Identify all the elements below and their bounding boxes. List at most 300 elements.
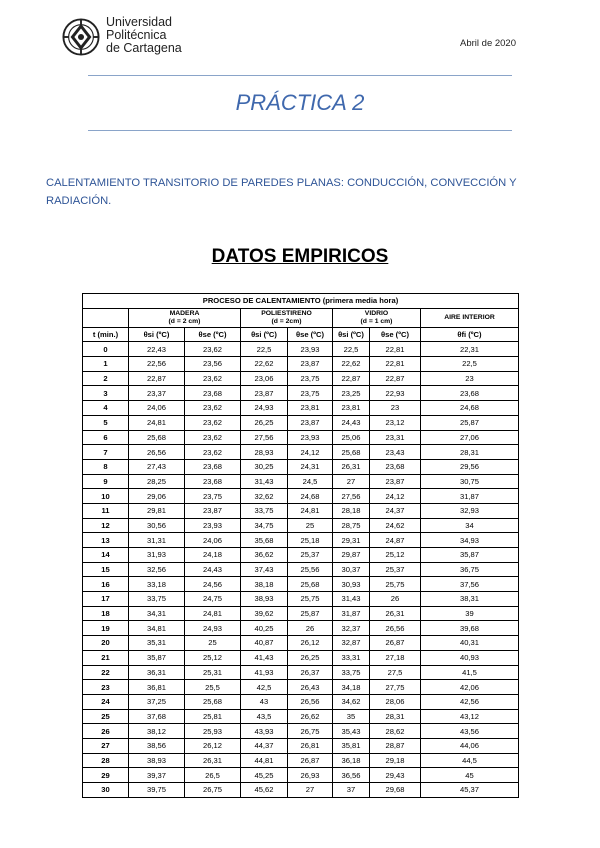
temperature-cell: 38,56 [129,738,185,753]
temperature-cell: 25,37 [370,562,421,577]
table-row [83,621,519,636]
temperature-cell: 45,62 [241,783,288,798]
temperature-cell: 23,25 [333,386,370,401]
temperature-cell: 39,62 [241,606,288,621]
group-thickness: (d = 1 cm) [360,317,393,325]
university-logo-icon [62,18,100,56]
temperature-cell: 28,06 [370,694,421,709]
group-name: MADERA [169,309,200,317]
temperature-cell: 23,68 [370,459,421,474]
column-header: θse (ºC) [185,327,241,342]
temperature-cell: 41,43 [241,650,288,665]
temperature-cell: 28,75 [333,518,370,533]
time-cell: 28 [83,753,129,768]
temperature-cell: 25,68 [129,430,185,445]
temperature-cell: 45,25 [241,768,288,783]
temperature-cell: 23,87 [370,474,421,489]
time-cell: 4 [83,401,129,416]
temperature-cell: 34,18 [333,680,370,695]
temperature-cell: 25,37 [288,548,333,563]
table-row [83,430,519,445]
temperature-cell: 27,75 [370,680,421,695]
temperature-cell: 35,87 [129,650,185,665]
time-cell: 1 [83,357,129,372]
temperature-cell: 37,25 [129,694,185,709]
temperature-cell: 33,31 [333,650,370,665]
temperature-cell: 36,62 [241,548,288,563]
temperature-cell: 25,81 [185,709,241,724]
table-row [83,357,519,372]
table-row [83,489,519,504]
temperature-cell: 23,62 [185,445,241,460]
temperature-cell: 35,43 [333,724,370,739]
temperature-cell: 25 [288,518,333,533]
temperature-cell: 22,5 [421,357,519,372]
temperature-cell: 26,25 [288,650,333,665]
table-row [83,562,519,577]
time-cell: 7 [83,445,129,460]
temperature-cell: 25 [185,636,241,651]
temperature-cell: 22,5 [241,342,288,357]
temperature-cell: 31,31 [129,533,185,548]
temperature-cell: 26,75 [185,783,241,798]
table-row [83,783,519,798]
temperature-cell: 43 [241,694,288,709]
table-row [83,592,519,607]
temperature-cell: 32,37 [333,621,370,636]
temperature-cell: 31,87 [333,606,370,621]
temperature-cell: 43,93 [241,724,288,739]
temperature-cell: 23,62 [185,415,241,430]
temperature-cell: 22,31 [421,342,519,357]
temperature-cell: 23,68 [185,459,241,474]
time-cell: 2 [83,371,129,386]
temperature-cell: 28,31 [421,445,519,460]
temperature-cell: 26,87 [288,753,333,768]
time-cell: 27 [83,738,129,753]
temperature-cell: 24,81 [288,503,333,518]
temperature-cell: 42,5 [241,680,288,695]
temperature-cell: 23,68 [185,386,241,401]
temperature-cell: 24,81 [185,606,241,621]
table-row [83,768,519,783]
table-row [83,548,519,563]
temperature-cell: 26,5 [185,768,241,783]
temperature-cell: 24,43 [333,415,370,430]
time-cell: 23 [83,680,129,695]
temperature-cell: 22,81 [370,342,421,357]
temperature-cell: 23,87 [288,357,333,372]
temperature-cell: 26,12 [185,738,241,753]
temperature-cell: 26,12 [288,636,333,651]
table-row [83,459,519,474]
temperature-cell: 33,75 [129,592,185,607]
temperature-cell: 24,68 [421,401,519,416]
temperature-cell: 39,75 [129,783,185,798]
temperature-cell: 25,31 [185,665,241,680]
temperature-cell: 23,68 [421,386,519,401]
temperature-cell: 45,37 [421,783,519,798]
time-cell: 9 [83,474,129,489]
column-header: θse (ºC) [288,327,333,342]
temperature-cell: 28,25 [129,474,185,489]
temperature-cell: 25,75 [370,577,421,592]
time-cell: 26 [83,724,129,739]
temperature-cell: 23,56 [185,357,241,372]
empirical-data-table [82,293,519,798]
temperature-cell: 40,25 [241,621,288,636]
temperature-cell: 39,68 [421,621,519,636]
temperature-cell: 38,93 [129,753,185,768]
temperature-cell: 34,81 [129,621,185,636]
temperature-cell: 34,93 [421,533,519,548]
temperature-cell: 37,43 [241,562,288,577]
temperature-cell: 23,81 [333,401,370,416]
temperature-cell: 25,68 [333,445,370,460]
time-cell: 29 [83,768,129,783]
time-cell: 24 [83,694,129,709]
temperature-cell: 25,87 [288,606,333,621]
table-row [83,724,519,739]
temperature-cell: 23,37 [129,386,185,401]
temperature-cell: 26,37 [288,665,333,680]
temperature-cell: 27,18 [370,650,421,665]
temperature-cell: 27,43 [129,459,185,474]
temperature-cell: 36,56 [333,768,370,783]
temperature-cell: 28,93 [241,445,288,460]
time-cell: 20 [83,636,129,651]
temperature-cell: 26 [370,592,421,607]
temperature-cell: 26,56 [288,694,333,709]
temperature-cell: 28,87 [370,738,421,753]
temperature-cell: 31,43 [241,474,288,489]
temperature-cell: 34,31 [129,606,185,621]
temperature-cell: 23,06 [241,371,288,386]
time-cell: 8 [83,459,129,474]
table-row [83,694,519,709]
temperature-cell: 34,62 [333,694,370,709]
table-row [83,738,519,753]
column-header: θsi (ºC) [129,327,185,342]
temperature-cell: 29,68 [370,783,421,798]
temperature-cell: 23,62 [185,401,241,416]
temperature-cell: 23,75 [185,489,241,504]
temperature-cell: 24,81 [129,415,185,430]
temperature-cell: 23,12 [370,415,421,430]
temperature-cell: 29,18 [370,753,421,768]
temperature-cell: 26,31 [185,753,241,768]
temperature-cell: 44,5 [421,753,519,768]
time-cell: 16 [83,577,129,592]
group-name: AIRE INTERIOR [444,313,495,321]
temperature-cell: 23,87 [288,415,333,430]
temperature-cell: 26,75 [288,724,333,739]
temperature-cell: 26,43 [288,680,333,695]
temperature-cell: 42,06 [421,680,519,695]
time-cell: 5 [83,415,129,430]
temperature-cell: 37,56 [421,577,519,592]
temperature-cell: 24,5 [288,474,333,489]
table-row [83,665,519,680]
temperature-cell: 25,56 [288,562,333,577]
temperature-cell: 26,87 [370,636,421,651]
group-header-poliestireno [241,308,333,327]
temperature-cell: 24,93 [185,621,241,636]
time-cell: 25 [83,709,129,724]
temperature-cell: 35 [333,709,370,724]
table-row [83,650,519,665]
temperature-cell: 29,43 [370,768,421,783]
temperature-cell: 35,68 [241,533,288,548]
temperature-cell: 38,31 [421,592,519,607]
temperature-cell: 31,87 [421,489,519,504]
temperature-cell: 28,31 [370,709,421,724]
temperature-cell: 44,81 [241,753,288,768]
temperature-cell: 23,93 [288,430,333,445]
temperature-cell: 22,93 [370,386,421,401]
temperature-cell: 26,31 [333,459,370,474]
temperature-cell: 22,43 [129,342,185,357]
temperature-cell: 44,06 [421,738,519,753]
temperature-cell: 26,31 [370,606,421,621]
temperature-cell: 24,87 [370,533,421,548]
temperature-cell: 29,31 [333,533,370,548]
table-row [83,533,519,548]
table-row [83,503,519,518]
temperature-cell: 23,75 [288,371,333,386]
temperature-cell: 36,81 [129,680,185,695]
temperature-cell: 24,75 [185,592,241,607]
divider-bottom [88,130,512,131]
temperature-cell: 36,75 [421,562,519,577]
temperature-cell: 34,75 [241,518,288,533]
table-row [83,401,519,416]
temperature-cell: 30,25 [241,459,288,474]
temperature-cell: 31,93 [129,548,185,563]
temperature-cell: 29,06 [129,489,185,504]
time-cell: 15 [83,562,129,577]
time-cell: 17 [83,592,129,607]
temperature-cell: 28,62 [370,724,421,739]
temperature-cell: 25,68 [288,577,333,592]
column-header: θfi (ºC) [421,327,519,342]
table-row [83,386,519,401]
table-row [83,636,519,651]
time-cell: 14 [83,548,129,563]
temperature-cell: 28,18 [333,503,370,518]
table-row [83,709,519,724]
temperature-cell: 35,81 [333,738,370,753]
temperature-cell: 25,18 [288,533,333,548]
temperature-cell: 32,87 [333,636,370,651]
temperature-cell: 27,5 [370,665,421,680]
temperature-cell: 30,75 [421,474,519,489]
time-cell: 3 [83,386,129,401]
page-title: PRÁCTICA 2 [235,90,365,115]
group-name: POLIESTIRENO [261,309,312,317]
temperature-cell: 33,75 [241,503,288,518]
temperature-cell: 38,12 [129,724,185,739]
temperature-cell: 33,18 [129,577,185,592]
temperature-cell: 23,87 [185,503,241,518]
temperature-cell: 24,31 [288,459,333,474]
temperature-cell: 22,62 [333,357,370,372]
time-cell: 18 [83,606,129,621]
temperature-cell: 38,18 [241,577,288,592]
table-row [83,577,519,592]
temperature-cell: 22,87 [370,371,421,386]
column-header: θsi (ºC) [333,327,370,342]
time-cell: 13 [83,533,129,548]
table-row [83,518,519,533]
university-name [106,16,182,55]
temperature-cell: 30,93 [333,577,370,592]
temperature-cell: 34 [421,518,519,533]
temperature-cell: 23,93 [185,518,241,533]
temperature-cell: 25,12 [370,548,421,563]
temperature-cell: 22,62 [241,357,288,372]
section-heading: DATOS EMPIRICOS [211,246,389,267]
temperature-cell: 29,87 [333,548,370,563]
temperature-cell: 23,62 [185,430,241,445]
temperature-cell: 26,62 [288,709,333,724]
time-cell: 19 [83,621,129,636]
temperature-cell: 23,62 [185,342,241,357]
temperature-cell: 30,56 [129,518,185,533]
temperature-cell: 36,18 [333,753,370,768]
temperature-cell: 40,87 [241,636,288,651]
temperature-cell: 45 [421,768,519,783]
temperature-cell: 23,43 [370,445,421,460]
temperature-cell: 37 [333,783,370,798]
temperature-cell: 25,5 [185,680,241,695]
table-row [83,371,519,386]
temperature-cell: 22,87 [129,371,185,386]
empty-header-cell [83,308,129,327]
temperature-cell: 24,56 [185,577,241,592]
temperature-cell: 26,81 [288,738,333,753]
document-date: Abril de 2020 [460,38,516,49]
temperature-cell: 23,62 [185,371,241,386]
group-thickness: (d = 2cm) [271,317,302,325]
temperature-cell: 26 [288,621,333,636]
temperature-cell: 32,62 [241,489,288,504]
temperature-cell: 26,93 [288,768,333,783]
table-row [83,753,519,768]
temperature-cell: 25,75 [288,592,333,607]
temperature-cell: 25,06 [333,430,370,445]
university-name-line-3: de Cartagena [106,41,182,55]
temperature-cell: 35,87 [421,548,519,563]
temperature-cell: 27 [288,783,333,798]
temperature-cell: 24,12 [370,489,421,504]
temperature-cell: 27,06 [421,430,519,445]
table-row [83,680,519,695]
column-header: t (min.) [83,327,129,342]
temperature-cell: 43,5 [241,709,288,724]
temperature-cell: 23 [421,371,519,386]
temperature-cell: 25,12 [185,650,241,665]
table-row [83,474,519,489]
temperature-cell: 42,56 [421,694,519,709]
temperature-cell: 37,68 [129,709,185,724]
temperature-cell: 32,93 [421,503,519,518]
temperature-cell: 27 [333,474,370,489]
temperature-cell: 39 [421,606,519,621]
table-row [83,445,519,460]
group-name: VIDRIO [364,309,389,317]
temperature-cell: 29,81 [129,503,185,518]
temperature-cell: 41,93 [241,665,288,680]
temperature-cell: 24,18 [185,548,241,563]
temperature-cell: 33,75 [333,665,370,680]
time-cell: 6 [83,430,129,445]
university-name-line-2: Politécnica [106,28,167,42]
temperature-cell: 24,43 [185,562,241,577]
column-header: θsi (ºC) [241,327,288,342]
temperature-cell: 31,43 [333,592,370,607]
group-header-madera [129,308,241,327]
table-row [83,415,519,430]
temperature-cell: 25,68 [185,694,241,709]
temperature-cell: 22,5 [333,342,370,357]
group-thickness: (d = 2 cm) [168,317,201,325]
temperature-cell: 26,25 [241,415,288,430]
temperature-cell: 22,56 [129,357,185,372]
temperature-cell: 24,62 [370,518,421,533]
temperature-cell: 22,81 [370,357,421,372]
temperature-cell: 23,87 [241,386,288,401]
temperature-cell: 23,93 [288,342,333,357]
temperature-cell: 24,06 [129,401,185,416]
time-cell: 11 [83,503,129,518]
temperature-cell: 22,87 [333,371,370,386]
time-cell: 10 [83,489,129,504]
table-caption: PROCESO DE CALENTAMIENTO (primera media hora) [83,294,519,309]
temperature-cell: 23,68 [185,474,241,489]
temperature-cell: 26,56 [370,621,421,636]
temperature-cell: 26,56 [129,445,185,460]
column-header: θse (ºC) [370,327,421,342]
temperature-cell: 36,31 [129,665,185,680]
temperature-cell: 24,68 [288,489,333,504]
temperature-cell: 35,31 [129,636,185,651]
temperature-cell: 25,87 [421,415,519,430]
temperature-cell: 24,06 [185,533,241,548]
temperature-cell: 25,93 [185,724,241,739]
temperature-cell: 24,12 [288,445,333,460]
temperature-cell: 23,81 [288,401,333,416]
time-cell: 30 [83,783,129,798]
time-cell: 22 [83,665,129,680]
temperature-cell: 32,56 [129,562,185,577]
temperature-cell: 43,12 [421,709,519,724]
practice-subtitle: CALENTAMIENTO TRANSITORIO DE PAREDES PLANAS: CONDUCCIÓN, CONVECCIÓN Y RADIACIÓN. [46,177,517,207]
temperature-cell: 24,93 [241,401,288,416]
temperature-cell: 39,37 [129,768,185,783]
temperature-cell: 40,93 [421,650,519,665]
group-header-vidrio [333,308,421,327]
table-row [83,342,519,357]
temperature-cell: 40,31 [421,636,519,651]
temperature-cell: 43,56 [421,724,519,739]
time-cell: 0 [83,342,129,357]
temperature-cell: 27,56 [333,489,370,504]
temperature-cell: 30,37 [333,562,370,577]
temperature-cell: 27,56 [241,430,288,445]
time-cell: 21 [83,650,129,665]
divider-top [88,75,512,76]
